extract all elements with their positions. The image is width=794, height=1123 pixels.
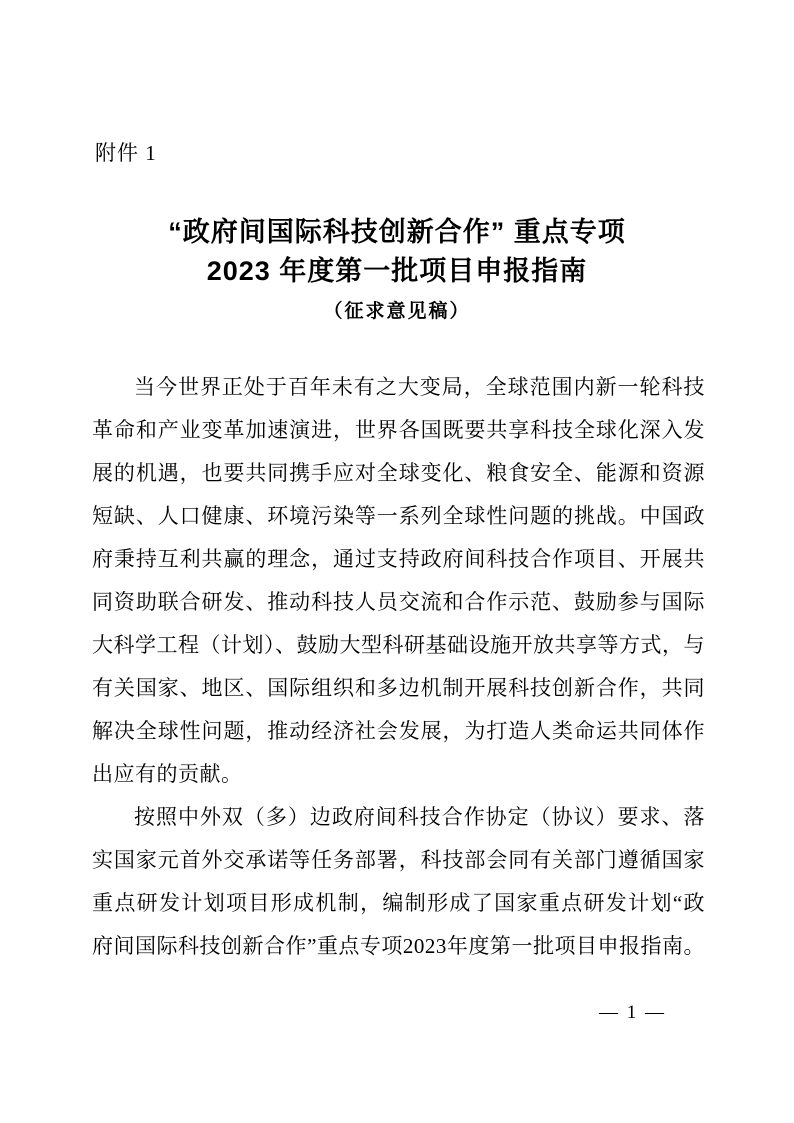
title-block bbox=[0, 213, 794, 327]
document-title-line-2: 2023 年度第一批项目申报指南 bbox=[206, 256, 588, 286]
body-line: 出应有的贡献。 bbox=[92, 762, 243, 786]
body-line: 有关国家、地区、国际组织和多边机制开展科技创新合作，共同 bbox=[92, 676, 705, 700]
body-line: 解决全球性问题，推动经济社会发展，为打造人类命运共同体作 bbox=[92, 719, 705, 743]
body-line: 重点研发计划项目形成机制，编制形成了国家重点研发计划“政 bbox=[92, 891, 705, 915]
body-line: 革命和产业变革加速演进，世界各国既要共享科技全球化深入发 bbox=[92, 418, 705, 442]
body-line: 大科学工程（计划）、鼓励大型科研基础设施开放共享等方式，与 bbox=[92, 633, 705, 657]
body-line: 府秉持互利共赢的理念，通过支持政府间科技合作项目、开展共 bbox=[92, 547, 705, 571]
body-line: 当今世界正处于百年未有之大变局，全球范围内新一轮科技 bbox=[134, 375, 705, 399]
body-line: 展的机遇，也要共同携手应对全球变化、粮食安全、能源和资源 bbox=[92, 461, 705, 485]
body-text bbox=[92, 366, 705, 968]
document-title-line-1: “政府间国际科技创新合作” 重点专项 bbox=[168, 217, 626, 247]
body-line: 同资助联合研发、推动科技人员交流和合作示范、鼓励参与国际 bbox=[92, 590, 705, 614]
page-number: — 1 — bbox=[599, 1002, 666, 1023]
body-line: 短缺、人口健康、环境污染等一系列全球性问题的挑战。中国政 bbox=[92, 504, 705, 528]
body-line: 府间国际科技创新合作”重点专项2023年度第一批项目申报指南。 bbox=[92, 934, 705, 958]
body-line: 实国家元首外交承诺等任务部署，科技部会同有关部门遵循国家 bbox=[92, 848, 705, 872]
body-line: 按照中外双（多）边政府间科技合作协定（协议）要求、落 bbox=[134, 805, 705, 829]
attachment-label: 附件 1 bbox=[95, 141, 157, 165]
document-subtitle: （征求意见稿） bbox=[323, 301, 471, 322]
